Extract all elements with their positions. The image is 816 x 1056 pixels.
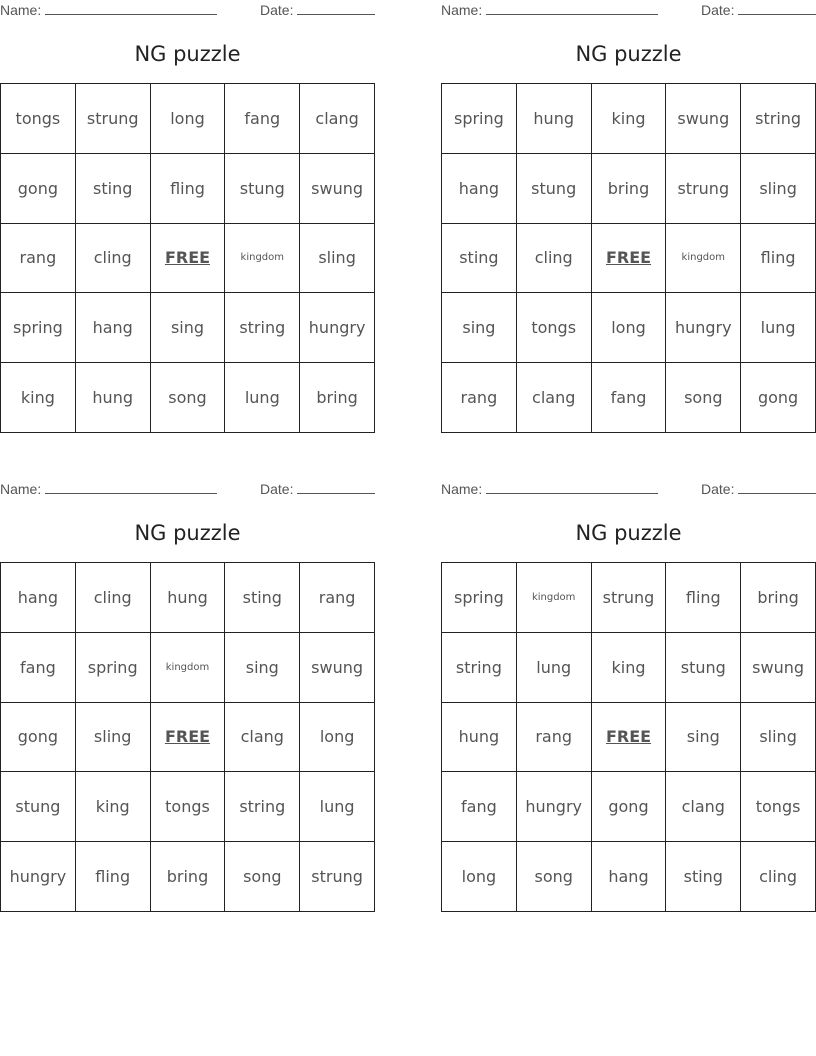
card-title: NG puzzle: [575, 521, 682, 545]
bingo-cell: hungry: [666, 293, 741, 363]
name-blank: [486, 481, 658, 494]
name-field: [441, 481, 658, 497]
date-field: [260, 481, 375, 497]
bingo-cell: gong: [592, 772, 667, 842]
bingo-grid: [0, 83, 375, 433]
bingo-cell: spring: [442, 84, 517, 154]
bingo-cell: bring: [151, 842, 226, 912]
bingo-cell: cling: [517, 224, 592, 294]
date-field: [260, 2, 375, 18]
bingo-cell: swung: [741, 633, 816, 703]
date-blank: [297, 481, 375, 494]
bingo-grid: [441, 83, 816, 433]
bingo-cell: swung: [300, 633, 375, 703]
bingo-cell: hang: [1, 563, 76, 633]
bingo-cell: hungry: [1, 842, 76, 912]
bingo-cell: sling: [741, 154, 816, 224]
bingo-cell: kingdom: [666, 224, 741, 294]
bingo-cell: stung: [666, 633, 741, 703]
bingo-cell: sting: [76, 154, 151, 224]
name-label: Name:: [441, 481, 483, 497]
bingo-cell: clang: [517, 363, 592, 433]
bingo-cell: fang: [225, 84, 300, 154]
date-label: Date:: [701, 481, 735, 497]
bingo-cell: stung: [225, 154, 300, 224]
bingo-cell: song: [225, 842, 300, 912]
bingo-cell: song: [666, 363, 741, 433]
date-label: Date:: [260, 481, 294, 497]
bingo-cell: kingdom: [225, 224, 300, 294]
date-label: Date:: [260, 2, 294, 18]
bingo-cell: hung: [442, 703, 517, 773]
bingo-cell: hang: [592, 842, 667, 912]
bingo-cell: clang: [300, 84, 375, 154]
date-blank: [297, 2, 375, 15]
bingo-cell: hung: [517, 84, 592, 154]
bingo-cell: long: [151, 84, 226, 154]
name-blank: [486, 2, 658, 15]
date-blank: [738, 481, 816, 494]
name-label: Name:: [441, 2, 483, 18]
bingo-cell: hungry: [300, 293, 375, 363]
card-header: [441, 0, 816, 20]
bingo-cell: song: [151, 363, 226, 433]
bingo-cell: long: [592, 293, 667, 363]
bingo-cell: strung: [76, 84, 151, 154]
bingo-cell: hung: [151, 563, 226, 633]
bingo-cell: song: [517, 842, 592, 912]
bingo-cell: hung: [76, 363, 151, 433]
card-title: NG puzzle: [575, 42, 682, 66]
bingo-cell: clang: [225, 703, 300, 773]
bingo-cell: fling: [666, 563, 741, 633]
card-title: NG puzzle: [134, 42, 241, 66]
bingo-cell: bring: [741, 563, 816, 633]
card-header: [0, 0, 375, 20]
bingo-cell: stung: [517, 154, 592, 224]
bingo-cell: bring: [592, 154, 667, 224]
bingo-cell: gong: [1, 703, 76, 773]
bingo-cell: fling: [151, 154, 226, 224]
bingo-cell: strung: [666, 154, 741, 224]
bingo-cell: tongs: [741, 772, 816, 842]
bingo-cell: rang: [517, 703, 592, 773]
bingo-grid: [0, 562, 375, 912]
bingo-cell: cling: [76, 224, 151, 294]
bingo-cell: sing: [666, 703, 741, 773]
bingo-cell: lung: [300, 772, 375, 842]
name-blank: [45, 2, 217, 15]
name-blank: [45, 481, 217, 494]
bingo-cell: string: [225, 772, 300, 842]
bingo-cell: sting: [666, 842, 741, 912]
bingo-cell: spring: [76, 633, 151, 703]
bingo-cell: gong: [1, 154, 76, 224]
bingo-cell: fling: [741, 224, 816, 294]
date-field: [701, 2, 816, 18]
bingo-cell: kingdom: [517, 563, 592, 633]
name-field: [0, 2, 217, 18]
bingo-cell: sting: [225, 563, 300, 633]
bingo-cell: spring: [442, 563, 517, 633]
bingo-cell: sling: [741, 703, 816, 773]
bingo-cell: fang: [442, 772, 517, 842]
bingo-cell: sing: [225, 633, 300, 703]
free-space: FREE: [592, 224, 667, 294]
bingo-cell: gong: [741, 363, 816, 433]
bingo-cell: long: [442, 842, 517, 912]
bingo-cell: clang: [666, 772, 741, 842]
bingo-cell: sing: [151, 293, 226, 363]
bingo-cell: swung: [300, 154, 375, 224]
name-field: [0, 481, 217, 497]
bingo-cell: strung: [300, 842, 375, 912]
bingo-cell: hang: [76, 293, 151, 363]
bingo-cell: hungry: [517, 772, 592, 842]
bingo-cell: rang: [1, 224, 76, 294]
card-header: [441, 479, 816, 499]
name-label: Name:: [0, 2, 42, 18]
bingo-cell: tongs: [151, 772, 226, 842]
bingo-cell: fang: [592, 363, 667, 433]
bingo-cell: kingdom: [151, 633, 226, 703]
free-space: FREE: [151, 703, 226, 773]
bingo-cell: rang: [300, 563, 375, 633]
bingo-cell: cling: [741, 842, 816, 912]
bingo-cell: hang: [442, 154, 517, 224]
bingo-cell: stung: [1, 772, 76, 842]
bingo-cell: lung: [517, 633, 592, 703]
bingo-cell: rang: [442, 363, 517, 433]
bingo-cell: swung: [666, 84, 741, 154]
bingo-cell: king: [592, 633, 667, 703]
bingo-cell: string: [442, 633, 517, 703]
date-label: Date:: [701, 2, 735, 18]
bingo-cell: tongs: [1, 84, 76, 154]
name-label: Name:: [0, 481, 42, 497]
bingo-cell: long: [300, 703, 375, 773]
bingo-cell: cling: [76, 563, 151, 633]
bingo-cell: lung: [225, 363, 300, 433]
bingo-cell: bring: [300, 363, 375, 433]
bingo-cell: spring: [1, 293, 76, 363]
bingo-cell: sing: [442, 293, 517, 363]
bingo-cell: sling: [76, 703, 151, 773]
date-field: [701, 481, 816, 497]
name-field: [441, 2, 658, 18]
bingo-cell: tongs: [517, 293, 592, 363]
free-space: FREE: [592, 703, 667, 773]
bingo-cell: string: [741, 84, 816, 154]
date-blank: [738, 2, 816, 15]
bingo-grid: [441, 562, 816, 912]
bingo-cell: strung: [592, 563, 667, 633]
free-space: FREE: [151, 224, 226, 294]
bingo-cell: lung: [741, 293, 816, 363]
bingo-cell: sling: [300, 224, 375, 294]
bingo-cell: king: [76, 772, 151, 842]
bingo-cell: king: [1, 363, 76, 433]
bingo-cell: fling: [76, 842, 151, 912]
card-header: [0, 479, 375, 499]
card-title: NG puzzle: [134, 521, 241, 545]
bingo-cell: string: [225, 293, 300, 363]
bingo-cell: sting: [442, 224, 517, 294]
bingo-cell: king: [592, 84, 667, 154]
bingo-cell: fang: [1, 633, 76, 703]
